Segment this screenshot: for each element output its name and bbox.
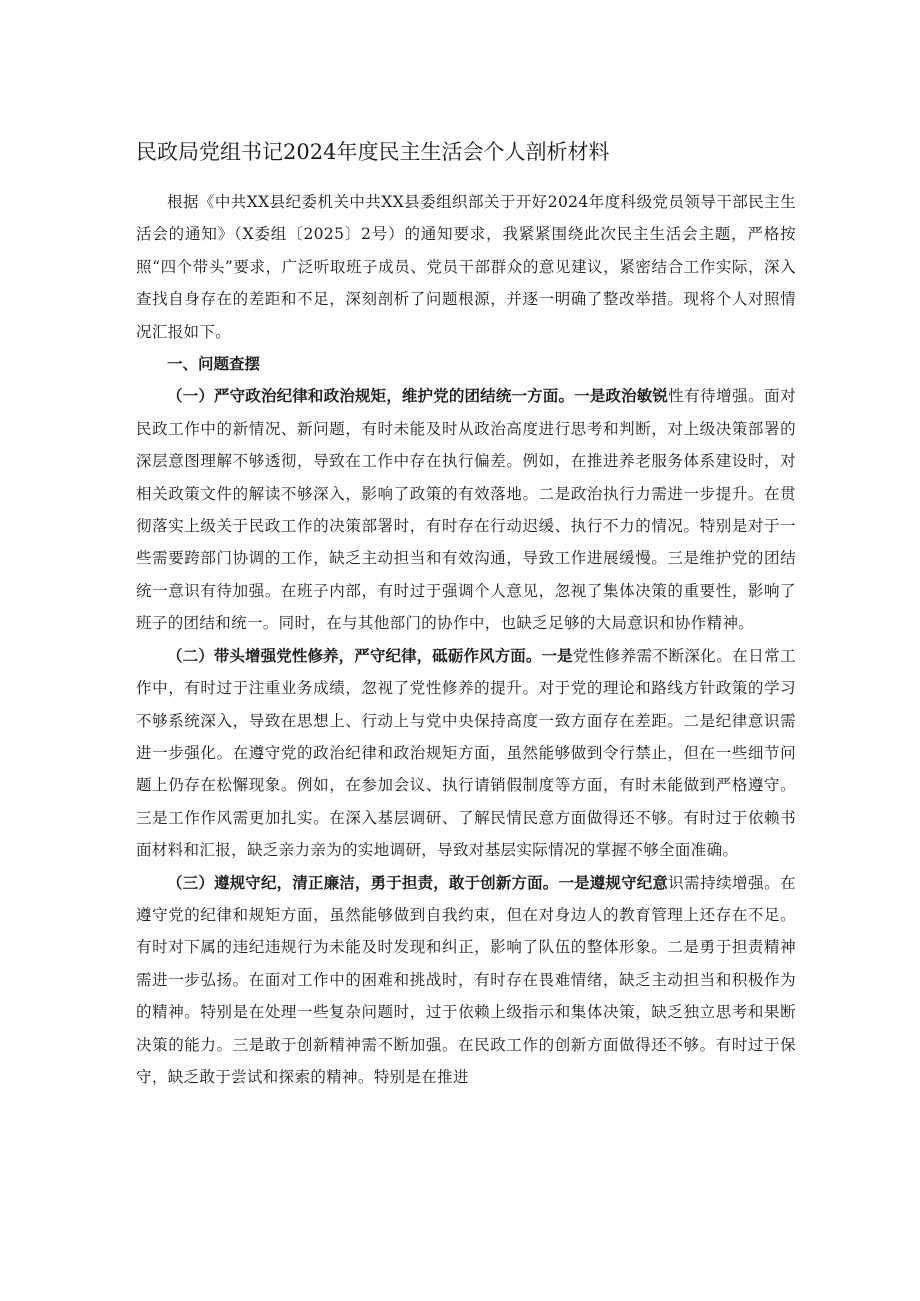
intro-paragraph: 根据《中共XX县纪委机关中共XX县委组织部关于开好2024年度科级党员领导干部民主生活会的通知》（X委组〔2025〕2号）的通知要求，我紧紧围绕此次民主生活会主题，严格按照“四个带头”要求，广泛听取班子成员、党员干部群众的意见建议，紧密结合工作实际，深入查找自身存在的差距和不足，深刻剖析了问题根源，并逐一明确了整改举措。现将个人对照情况汇报如下。 (136, 193, 796, 341)
section-heading-problems: 一、问题查摆 (167, 355, 261, 374)
subsection-2-paragraph (136, 640, 796, 867)
subsection-3-paragraph (136, 867, 796, 1094)
document-body (136, 186, 796, 1093)
subsection-3-body: 识需持续增强。在遵守党的纪律和规矩方面，虽然能够做到自我约束，但在对身边人的教育管理上还存在不足。有时对下属的违纪违规行为未能及时发现和纠正，影响了队伍的整体形象。二是勇于担责精神需进一步弘扬。在面对工作中的困难和挑战时，有时存在畏难情绪，缺乏主动担当和积极作为的精神。特别是在处理一些复杂问题时，过于依赖上级指示和集体决策，缺乏独立思考和果断决策的能力。三是敢于创新精神需不断加强。在民政工作的创新方面做得还不够。有时过于保守，缺乏敢于尝试和探索的精神。特别是在推进 (136, 873, 796, 1086)
subsection-1-body: 性有待增强。面对民政工作中的新情况、新问题，有时未能及时从政治高度进行思考和判断，对上级决策部署的深层意图理解不够透彻，导致在工作中存在执行偏差。例如，在推进养老服务体系建设时，对相关政策文件的解读不够深入，影响了政策的有效落地。二是政治执行力需进一步提升。在贯彻落实上级关于民政工作的决策部署时，有时存在行动迟缓、执行不力的情况。特别是对于一些需要跨部门协调的工作，缺乏主动担当和有效沟通，导致工作进展缓慢。三是维护党的团结统一意识有待加强。在班子内部，有时过于强调个人意见，忽视了集体决策的重要性，影响了班子的团结和统一。同时，在与其他部门的协作中，也缺乏足够的大局意识和协作精神。 (136, 387, 796, 633)
subsection-3-lead: （三）遵规守纪，清正廉洁，勇于担责，敢于创新方面。一是遵规守纪意 (167, 873, 669, 892)
subsection-1-lead: （一）严守政治纪律和政治规矩，维护党的团结统一方面。一是政治敏锐 (167, 387, 669, 406)
subsection-1-paragraph (136, 380, 796, 639)
subsection-2-lead: （二）带头增强党性修养，严守纪律，砥砺作风方面。一是 (167, 646, 573, 665)
subsection-2-body: 党性修养需不断深化。在日常工作中，有时过于注重业务成绩，忽视了党性修养的提升。对于党的理论和路线方针政策的学习不够系统深入，导致在思想上、行动上与党中央保持高度一致方面存在差距。二是纪律意识需进一步强化。在遵守党的政治纪律和政治规矩方面，虽然能够做到令行禁止，但在一些细节问题上仍存在松懈现象。例如，在参加会议、执行请销假制度等方面，有时未能做到严格遵守。三是工作作风需更加扎实。在深入基层调研、了解民情民意方面做得还不够。有时过于依赖书面材料和汇报，缺乏亲力亲为的实地调研，导致对基层实际情况的掌握不够全面准确。 (136, 646, 796, 860)
document-title: 民政局党组书记2024年度民主生活会个人剖析材料 (136, 140, 610, 164)
